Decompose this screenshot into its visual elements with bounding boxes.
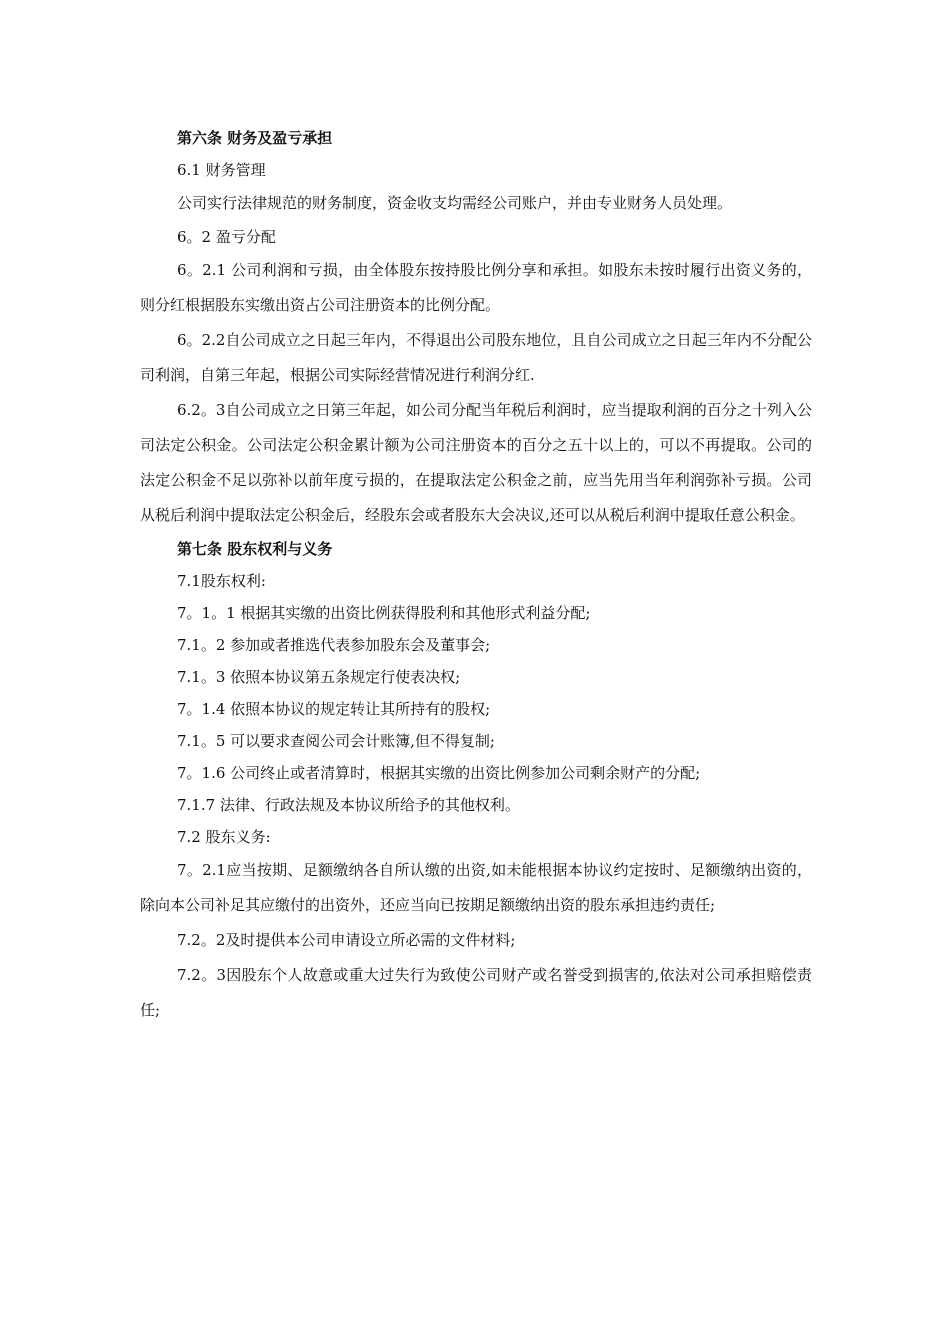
clause-7-1-6: 7。1.6 公司终止或者清算时，根据其实缴的出资比例参加公司剩余财产的分配; xyxy=(177,764,701,782)
clause-7-1-1: 7。1。1 根据其实缴的出资比例获得股利和其他形式利益分配; xyxy=(177,604,591,622)
clause-7-2-2: 7.2。2及时提供本公司申请设立所必需的文件材料; xyxy=(177,931,516,949)
clause-7-1-7: 7.1.7 法律、行政法规及本协议所给予的其他权利。 xyxy=(177,796,520,814)
clause-6-1-title: 6.1 财务管理 xyxy=(177,161,266,179)
clause-7-1-5: 7.1。5 可以要求查阅公司会计账簿,但不得复制; xyxy=(177,732,495,750)
clause-6-2-3: 6.2。3自公司成立之日第三年起，如公司分配当年税后利润时，应当提取利润的百分之十列入公司法定公积金。公司法定公积金累计额为公司注册资本的百分之五十以上的，可以不再提取。公司的法定公积金不足以弥补以前年度亏损的，在提取法定公积金之前，应当先用当年利润弥补亏损。公司从税后利润中提取法定公积金后，经股东会或者股东大会决议,还可以从税后利润中提取任意公积金。 xyxy=(140,401,812,524)
clause-7-1-2: 7.1。2 参加或者推选代表参加股东会及董事会; xyxy=(177,636,491,654)
clause-7-1-4: 7。1.4 依照本协议的规定转让其所持有的股权; xyxy=(177,700,491,718)
clause-7-1-3: 7.1。3 依照本协议第五条规定行使表决权; xyxy=(177,668,461,686)
section-7-heading: 第七条 股东权利与义务 xyxy=(177,540,333,558)
clause-6-2-2: 6。2.2自公司成立之日起三年内，不得退出公司股东地位，且自公司成立之日起三年内不分配公司利润，自第三年起，根据公司实际经营情况进行利润分红. xyxy=(140,331,812,384)
clause-7-2-title: 7.2 股东义务: xyxy=(177,828,271,846)
clause-6-2-title: 6。2 盈亏分配 xyxy=(177,228,276,246)
document-body xyxy=(140,122,812,1028)
clause-7-2-3: 7.2。3因股东个人故意或重大过失行为致使公司财产或名誉受到损害的,依法对公司承担赔偿责任; xyxy=(140,966,812,1019)
clause-6-2-1: 6。2.1 公司利润和亏损，由全体股东按持股比例分享和承担。如股东未按时履行出资义务的，则分红根据股东实缴出资占公司注册资本的比例分配。 xyxy=(140,261,812,314)
clause-7-2-1: 7。2.1应当按期、足额缴纳各自所认缴的出资,如未能根据本协议约定按时、足额缴纳出资的，除向本公司补足其应缴付的出资外，还应当向已按期足额缴纳出资的股东承担违约责任; xyxy=(140,861,812,914)
clause-6-1-text: 公司实行法律规范的财务制度，资金收支均需经公司账户，并由专业财务人员处理。 xyxy=(177,194,733,212)
clause-7-1-title: 7.1股东权利: xyxy=(177,572,266,590)
section-6-heading: 第六条 财务及盈亏承担 xyxy=(177,129,333,147)
